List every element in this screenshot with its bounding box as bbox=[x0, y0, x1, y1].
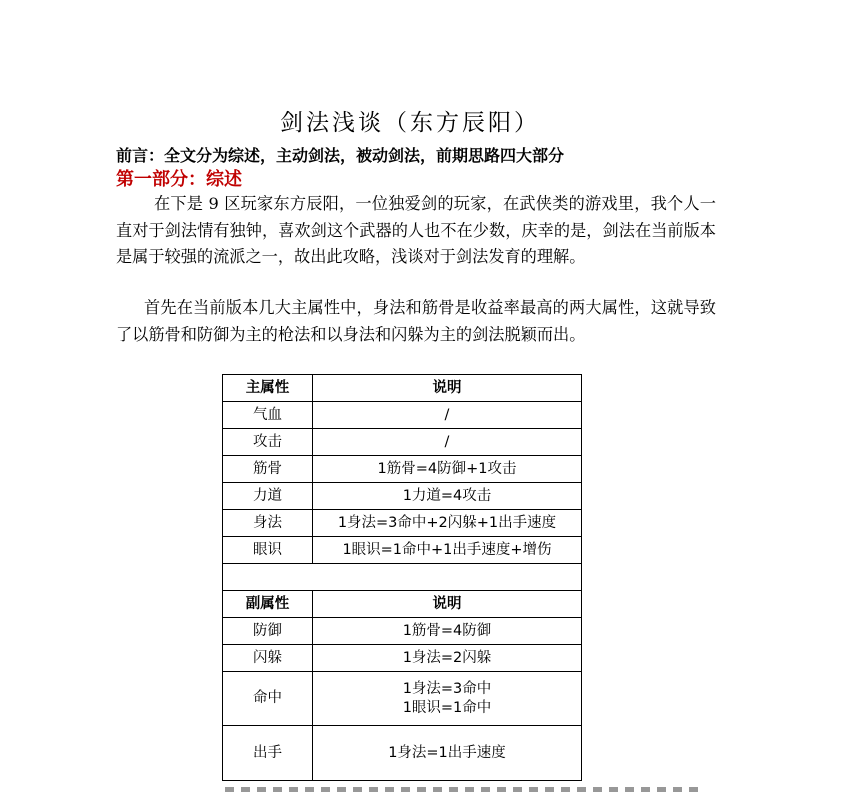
table-row bbox=[223, 483, 582, 510]
section-heading: 第一部分：综述 bbox=[116, 169, 242, 190]
description-cell: 1身法=1出手速度 bbox=[313, 726, 582, 781]
attribute-cell: 身法 bbox=[223, 510, 313, 537]
paragraph-attributes: 首先在当前版本几大主属性中，身法和筋骨是收益率最高的两大属性，这就导致了以筋骨和防御为主的枪法和以身法和闪躲为主的剑法脱颖而出。 bbox=[116, 298, 716, 344]
description-cell: 1眼识=1命中+1出手速度+增伤 bbox=[313, 537, 582, 564]
table-header-row bbox=[223, 591, 582, 618]
description-line: 1身法=3命中 bbox=[402, 680, 492, 697]
description-cell: 1筋骨=4防御+1攻击 bbox=[313, 456, 582, 483]
attribute-cell: 出手 bbox=[223, 726, 313, 781]
description-cell: 1身法=2闪躲 bbox=[313, 645, 582, 672]
attribute-cell: 攻击 bbox=[223, 429, 313, 456]
table-row bbox=[223, 672, 582, 726]
table-header-row bbox=[223, 375, 582, 402]
attribute-cell: 眼识 bbox=[223, 537, 313, 564]
table-row bbox=[223, 618, 582, 645]
spacer-cell bbox=[223, 564, 582, 591]
preface-text: 前言：全文分为综述，主动剑法，被动剑法，前期思路四大部分 bbox=[116, 146, 565, 165]
table-spacer-row bbox=[223, 564, 582, 591]
attribute-cell: 闪躲 bbox=[223, 645, 313, 672]
table-row bbox=[223, 429, 582, 456]
description-cell: 1力道=4攻击 bbox=[313, 483, 582, 510]
table-row bbox=[223, 510, 582, 537]
paragraph-intro: 在下是 9 区玩家东方辰阳，一位独爱剑的玩家，在武侠类的游戏里，我个人一直对于剑法情有独钟，喜欢剑这个武器的人也不在少数，庆幸的是，剑法在当前版本是属于较强的流派之一，故出此攻略，浅谈对于剑法发育的理解。 bbox=[116, 194, 716, 266]
description-line: 1眼识=1命中 bbox=[402, 699, 492, 716]
table-row bbox=[223, 645, 582, 672]
description-cell: 1筋骨=4防御 bbox=[313, 618, 582, 645]
table-header-cell: 副属性 bbox=[223, 591, 313, 618]
table-row bbox=[223, 402, 582, 429]
cropped-text-line bbox=[225, 787, 705, 792]
description-cell: 1身法=3命中+2闪躲+1出手速度 bbox=[313, 510, 582, 537]
attribute-cell: 筋骨 bbox=[223, 456, 313, 483]
attribute-table bbox=[222, 374, 582, 781]
description-cell bbox=[313, 672, 582, 726]
table-header-cell: 主属性 bbox=[223, 375, 313, 402]
attribute-cell: 防御 bbox=[223, 618, 313, 645]
document-title: 剑法浅谈（东方辰阳） bbox=[280, 110, 540, 136]
description-cell: / bbox=[313, 429, 582, 456]
table-row bbox=[223, 537, 582, 564]
table-row bbox=[223, 726, 582, 781]
description-cell: / bbox=[313, 402, 582, 429]
attribute-cell: 气血 bbox=[223, 402, 313, 429]
table-row bbox=[223, 456, 582, 483]
table-header-cell: 说明 bbox=[313, 591, 582, 618]
attribute-cell: 力道 bbox=[223, 483, 313, 510]
attribute-cell: 命中 bbox=[223, 672, 313, 726]
table-header-cell: 说明 bbox=[313, 375, 582, 402]
